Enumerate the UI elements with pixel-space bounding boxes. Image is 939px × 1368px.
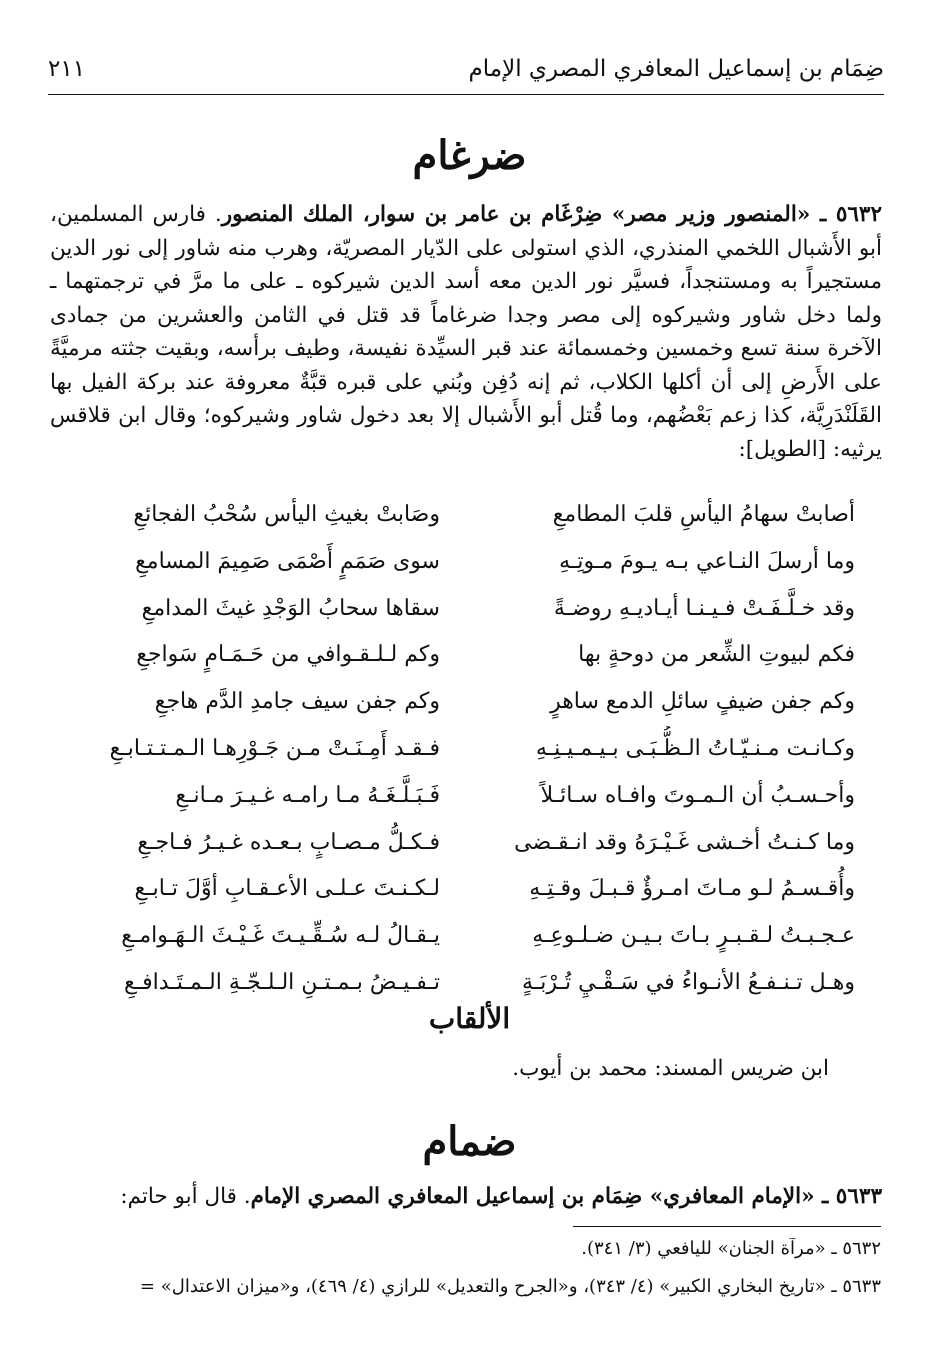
poem-verse [80, 820, 855, 867]
verse-second-hemistich: سقاها سحابُ الوَجْدِ غيثَ المدامعِ [141, 595, 440, 621]
footnote: ٥٦٣٢ ـ «مرآة الجنان» لليافعي (٣/ ٣٤١). [581, 1238, 881, 1259]
verse-first-hemistich: وما كـنـتُ أخـشى غَـيْـرَهُ وقد انـقـضى [514, 829, 855, 855]
running-title: ضِمَام بن إسماعيل المعافري المصري الإمام [468, 56, 884, 82]
biography-entry-5633 [50, 1180, 882, 1214]
verse-first-hemistich: وأحـسـبُ أن الـمـوتَ وافـاه سـائـلاً [540, 782, 855, 808]
verse-second-hemistich: وصَابتْ بغيثِ اليأس سُحْبُ الفجائعِ [133, 502, 440, 527]
verse-first-hemistich: عـجـبـتُ لـقـبـرٍ بـاتَ بـيـن ضـلـوعِـهِ [532, 923, 855, 949]
verse-first-hemistich: وكـانـت مـنـيّـاتُ الـظُّـبَـى بـيـمـيـنِـهِ [535, 735, 855, 761]
verse-second-hemistich: لـكـنـتَ عـلـى الأعـقـابِ أوَّلَ تـابـعِ [134, 876, 440, 902]
poem-verse [80, 679, 855, 726]
entry-body: . قال أبو حاتم: [120, 1184, 251, 1209]
poem-verse [80, 773, 855, 820]
footnote: ٥٦٣٣ ـ «تاريخ البخاري الكبير» (٤/ ٣٤٣)، و«الجرح والتعديل» للرازي (٤/ ٤٦٩)، و«ميزان الاعتدال» = [139, 1276, 881, 1297]
biography-entry-5632 [50, 198, 882, 466]
verse-first-hemistich: وقد خـلَّـفَـتْ فـيـنـا أيـاديـهِ روضـةً [553, 595, 855, 621]
poem-verse [80, 866, 855, 913]
verse-second-hemistich: فـقـد أَمِـنَـتْ مـن جَـوْرِهـا الـمـتـتـابـعِ [109, 735, 440, 761]
entry-body: . فارس المسلمين، أبو الأَشبال اللخمي المنذري، الذي استولى على الدّيار المصريّة، وهرب منه شاور إلى نور الدين مستجيراً به ومستنجداً، فسيَّر نور الدين معه أسد الدين شيركوه ـ على ما مرَّ في ترجمتهما ـ ولما دخل شاور وشيركوه إلى مصر وجدا ضرغاماً قد قتل في الثامن والعشرين من جمادى الآخرة سنة تسع وخمسين وخمسمائة عند قبر السيِّدة نفيسة، وطيف برأسه، وبقيت جثته مرميَّةً على الأَرضِ إلى أن أكلها الكلاب، ثم إنه دُفِن وبُني على قبره قبَّةٌ معروفة عند بركة الفيل بها القَلَنْدَرِيَّة، كذا زعم بَعْضُهم، وما قُتل أبو الأَشبال إلا بعد دخول شاور وشيركوه؛ وقال ابن قلاقس يرثيه: [الطويل]: [50, 202, 883, 462]
page-header [48, 54, 884, 95]
verse-first-hemistich: فكم لبيوتِ الشِّعر من دوحةٍ بها [578, 642, 855, 668]
poem-verse [80, 632, 855, 679]
poem-verse [80, 726, 855, 773]
footnote-divider [573, 1226, 881, 1227]
page-number: ٢١١ [48, 56, 86, 82]
entry-heading: ٥٦٣٣ ـ «الإمام المعافري» ضِمَام بن إسماعيل المعافري المصري الإمام [250, 1184, 882, 1209]
poem-verse [80, 492, 855, 539]
section-title-dirgham: ضرغام [412, 132, 527, 179]
verse-second-hemistich: وكم جفن سيف جامدِ الدَّم هاجعِ [154, 689, 440, 715]
verse-first-hemistich: أصابتْ سهامُ اليأسِ قلبَ المطامعِ [552, 502, 855, 527]
verse-second-hemistich: وكم لـلـقـوافي من حَـمَـامٍ سَواجعِ [136, 642, 440, 668]
poem-verse [80, 913, 855, 960]
poem-verse [80, 960, 855, 1007]
verse-second-hemistich: تـفـيـضُ بـمـتـنِ الـلـجّـةِ الـمـتَـدافـعِ [124, 969, 440, 995]
elegy-poem [80, 492, 855, 1007]
verse-second-hemistich: يـقـالُ لـه سُـقِّـيـتَ غَـيْـثَ الـهَـوامـعِ [121, 923, 440, 949]
verse-first-hemistich: وكم جفن ضيفٍ سائلِ الدمع ساهرٍ [550, 689, 855, 715]
entry-heading: ٥٦٣٢ ـ «المنصور وزير مصر» ضِرْغَام بن عامر بن سوار، الملك المنصور [221, 202, 883, 227]
laqab-entry: ابن ضريس المسند: محمد بن أيوب. [512, 1056, 829, 1081]
poem-verse [80, 586, 855, 633]
verse-first-hemistich: وأُقـسـمُ لـو مـاتَ امـرؤٌ قـبـلَ وقـتِـهِ [529, 876, 855, 902]
verse-second-hemistich: فَـبَـلَّـغَـهُ مـا رامـه غـيـرَ مـانـعِ [175, 782, 440, 808]
verse-second-hemistich: سوى صَمَمٍ أَصْمَى صَمِيمَ المسامعِ [135, 548, 440, 574]
section-title-alqab: الألقاب [428, 1002, 511, 1035]
poem-verse [80, 539, 855, 586]
verse-first-hemistich: وما أرسلَ النـاعي بـه يـومَ مـوتِـهِ [559, 548, 855, 574]
section-title-dimam: ضمام [422, 1118, 517, 1165]
verse-first-hemistich: وهـل تـنـفـعُ الأنـواءُ في سَـقْـيِ تُـرْبَـةٍ [522, 969, 855, 995]
verse-second-hemistich: فـكـلُّ مـصـابٍ بـعـده غـيـرُ فـاجـعِ [137, 829, 440, 855]
